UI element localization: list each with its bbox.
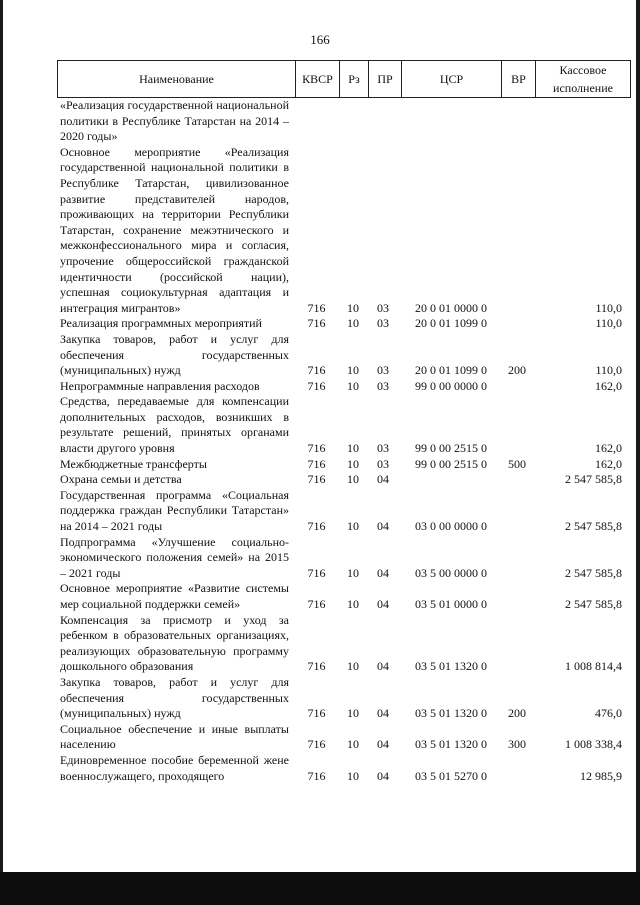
row-kvsr: 716 bbox=[307, 659, 326, 674]
row-kvsr: 716 bbox=[307, 737, 326, 752]
row-name: Межбюджетные трансферты bbox=[60, 456, 207, 471]
row-vr: 200 bbox=[508, 706, 526, 721]
row-rz: 10 bbox=[347, 706, 359, 721]
row-kvsr bbox=[303, 129, 330, 145]
table-row bbox=[0, 535, 640, 582]
row-pr: 04 bbox=[377, 706, 389, 721]
row-rz: 10 bbox=[347, 300, 359, 315]
row-csr: 03 5 01 0000 0 bbox=[415, 597, 487, 611]
row-csr: 03 0 00 0000 0 bbox=[415, 519, 487, 534]
header-amount: Кассовое исполнение bbox=[535, 61, 630, 97]
row-amount: 12 985,9 bbox=[580, 768, 622, 783]
row-name: Подпрограмма «Улучшение социально-экономического положения семей» на 2015 – 2021 годы bbox=[60, 534, 289, 580]
row-pr: 04 bbox=[377, 768, 389, 783]
row-rz: 10 bbox=[347, 768, 359, 783]
row-vr bbox=[500, 659, 534, 675]
row-amount: 110,0 bbox=[595, 316, 622, 331]
row-csr bbox=[403, 472, 499, 488]
header-rz: Рз bbox=[339, 61, 368, 97]
table-row bbox=[0, 98, 640, 145]
row-rz bbox=[343, 129, 363, 145]
table-row bbox=[0, 581, 640, 612]
row-kvsr: 716 bbox=[307, 768, 326, 783]
table-row bbox=[0, 472, 640, 488]
row-vr bbox=[500, 379, 534, 395]
row-vr bbox=[500, 301, 534, 317]
row-amount: 2 547 585,8 bbox=[565, 597, 622, 611]
row-amount bbox=[540, 129, 622, 145]
table-row bbox=[0, 332, 640, 379]
row-csr: 03 5 01 5270 0 bbox=[415, 768, 487, 783]
row-amount: 162,0 bbox=[595, 456, 622, 471]
row-name: Непрограммные направления расходов bbox=[60, 378, 260, 393]
row-rz: 10 bbox=[347, 597, 359, 611]
row-name: Единовременное пособие беременной жене военнослужащего, проходящего bbox=[60, 752, 289, 783]
row-kvsr: 716 bbox=[307, 456, 326, 471]
row-pr: 03 bbox=[377, 316, 389, 331]
row-amount: 110,0 bbox=[595, 300, 622, 315]
row-name: Закупка товаров, работ и услуг для обеспечения государственных (муниципальных) нужд bbox=[60, 331, 289, 378]
row-csr: 03 5 00 0000 0 bbox=[415, 565, 487, 580]
row-rz: 10 bbox=[347, 363, 359, 378]
row-amount: 2 547 585,8 bbox=[565, 472, 622, 487]
table-body bbox=[0, 98, 640, 784]
row-kvsr: 716 bbox=[307, 300, 326, 315]
table-row bbox=[0, 394, 640, 456]
row-name: Государственная программа «Социальная поддержка граждан Республики Татарстан» на 2014 – 2021 годы bbox=[60, 487, 289, 534]
row-amount: 162,0 bbox=[595, 378, 622, 393]
row-name: Социальное обеспечение и иные выплаты населению bbox=[60, 721, 289, 752]
row-pr: 04 bbox=[377, 737, 389, 752]
header-name: Наименование bbox=[139, 72, 214, 86]
table-row bbox=[0, 145, 640, 317]
row-csr: 20 0 01 1099 0 bbox=[415, 363, 487, 378]
row-rz: 10 bbox=[347, 519, 359, 534]
row-vr: 500 bbox=[508, 456, 526, 471]
row-rz: 10 bbox=[347, 441, 359, 456]
row-name: Основное мероприятие «Реализация государственной национальной политики в Республике Татарстан, цивилизованное развитие представителей народов, проживающих на территории Республики Татарстан, сохранение межэтнического и межконфессионального мира и согласия, упрочение общероссийской гражданской идентичности (российской нации), успешная социокультурная адаптация и интеграция мигрантов» bbox=[60, 144, 289, 315]
row-rz: 10 bbox=[347, 378, 359, 393]
row-amount: 1 008 338,4 bbox=[565, 737, 622, 752]
row-pr: 04 bbox=[377, 659, 389, 674]
row-pr bbox=[370, 129, 396, 145]
row-vr bbox=[500, 519, 534, 535]
row-name: Закупка товаров, работ и услуг для обеспечения государственных (муниципальных) нужд bbox=[60, 674, 289, 721]
row-pr: 04 bbox=[377, 597, 389, 611]
row-pr: 03 bbox=[377, 378, 389, 393]
row-vr bbox=[500, 316, 534, 332]
row-kvsr: 716 bbox=[307, 316, 326, 331]
row-pr: 04 bbox=[377, 472, 389, 487]
row-name: Средства, передаваемые для компенсации дополнительных расходов, возникших в результате решений, принятых органами власти другого уровня bbox=[60, 394, 289, 456]
row-vr bbox=[500, 441, 534, 457]
row-amount: 1 008 814,4 bbox=[565, 659, 622, 674]
table-header bbox=[57, 60, 631, 98]
row-rz: 10 bbox=[347, 737, 359, 752]
row-pr: 04 bbox=[377, 519, 389, 534]
row-csr: 99 0 00 2515 0 bbox=[415, 441, 487, 456]
row-csr: 99 0 00 2515 0 bbox=[415, 456, 487, 471]
header-pr: ПР bbox=[368, 61, 401, 97]
row-name: Компенсация за присмотр и уход за ребенком в образовательных организациях, реализующих образовательную программу дошкольного образования bbox=[60, 612, 289, 674]
row-csr: 20 0 01 0000 0 bbox=[415, 300, 487, 315]
header-vr: ВР bbox=[501, 61, 535, 97]
row-rz: 10 bbox=[347, 472, 359, 487]
row-pr: 03 bbox=[377, 363, 389, 378]
table-row bbox=[0, 613, 640, 675]
row-amount: 162,0 bbox=[595, 441, 622, 456]
row-csr bbox=[403, 129, 499, 145]
row-csr: 20 0 01 1099 0 bbox=[415, 316, 487, 331]
table-row bbox=[0, 316, 640, 332]
header-csr: ЦСР bbox=[401, 61, 501, 97]
row-kvsr: 716 bbox=[307, 472, 326, 487]
table-row bbox=[0, 753, 640, 784]
table-row bbox=[0, 722, 640, 753]
row-kvsr: 716 bbox=[307, 706, 326, 721]
row-vr bbox=[500, 129, 534, 145]
table-row bbox=[0, 457, 640, 473]
row-csr: 03 5 01 1320 0 bbox=[415, 659, 487, 674]
row-amount: 476,0 bbox=[595, 706, 622, 721]
row-name: Основное мероприятие «Развитие системы мер социальной поддержки семей» bbox=[60, 581, 289, 611]
row-name: Реализация программных мероприятий bbox=[60, 316, 262, 331]
row-vr bbox=[500, 472, 534, 488]
row-rz: 10 bbox=[347, 316, 359, 331]
table-row bbox=[0, 675, 640, 722]
row-rz: 10 bbox=[347, 565, 359, 580]
row-rz: 10 bbox=[347, 456, 359, 471]
row-csr: 03 5 01 1320 0 bbox=[415, 706, 487, 721]
row-vr bbox=[500, 769, 534, 785]
row-csr: 03 5 01 1320 0 bbox=[415, 737, 487, 752]
row-pr: 03 bbox=[377, 441, 389, 456]
row-pr: 03 bbox=[377, 300, 389, 315]
scan-bottom-border bbox=[0, 872, 640, 905]
row-vr: 300 bbox=[508, 737, 526, 752]
row-amount: 2 547 585,8 bbox=[565, 565, 622, 580]
row-kvsr: 716 bbox=[307, 519, 326, 534]
row-kvsr: 716 bbox=[307, 378, 326, 393]
row-kvsr: 716 bbox=[307, 363, 326, 378]
row-pr: 03 bbox=[377, 456, 389, 471]
row-kvsr: 716 bbox=[307, 597, 326, 611]
row-name: Охрана семьи и детства bbox=[60, 472, 182, 487]
row-vr bbox=[500, 566, 534, 582]
header-kvsr: КВСР bbox=[295, 61, 339, 97]
row-amount: 110,0 bbox=[595, 363, 622, 378]
page-number: 166 bbox=[310, 32, 330, 47]
row-kvsr: 716 bbox=[307, 441, 326, 456]
row-rz: 10 bbox=[347, 659, 359, 674]
row-pr: 04 bbox=[377, 565, 389, 580]
row-amount: 2 547 585,8 bbox=[565, 519, 622, 534]
table-row bbox=[0, 488, 640, 535]
row-csr: 99 0 00 0000 0 bbox=[415, 378, 487, 393]
table-row bbox=[0, 379, 640, 395]
row-name: «Реализация государственной национальной политики в Республике Татарстан на 2014 – 2020 годы» bbox=[60, 98, 289, 144]
row-vr bbox=[500, 597, 534, 613]
row-vr: 200 bbox=[508, 363, 526, 378]
row-kvsr: 716 bbox=[307, 565, 326, 580]
